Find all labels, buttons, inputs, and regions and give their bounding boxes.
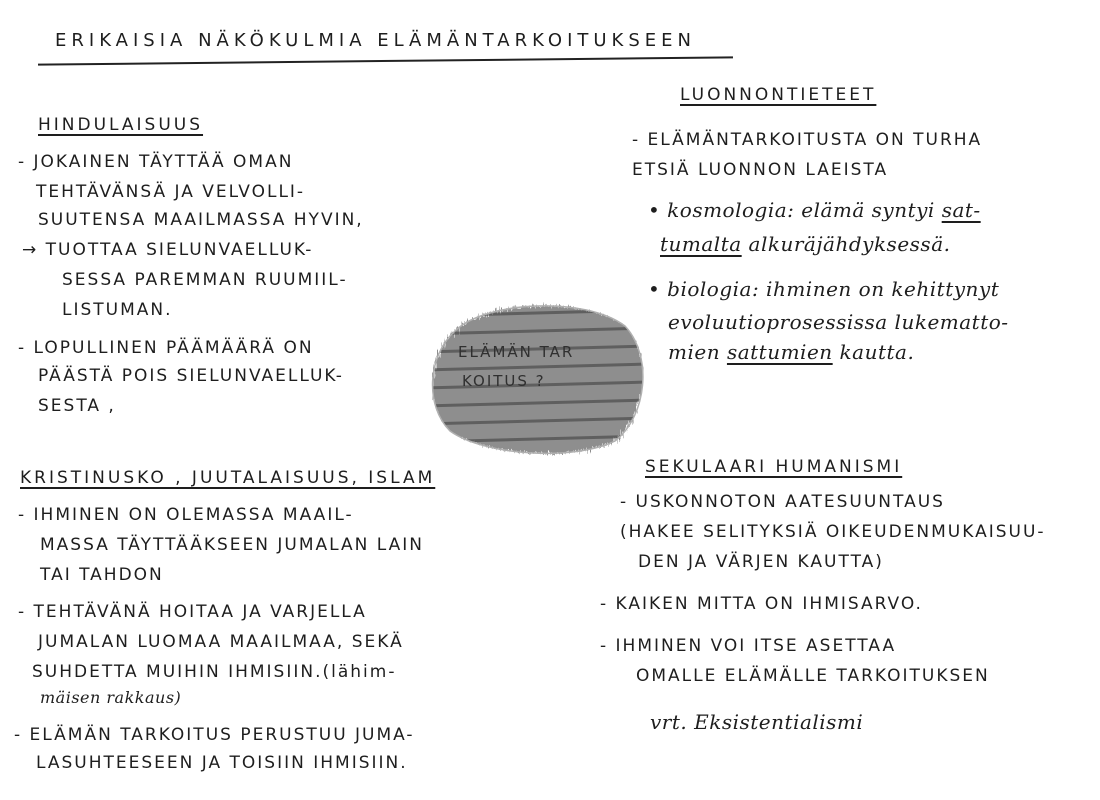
abrahamic-heading: KRISTINUSKO , JUUTALAISUUS, ISLAM [20, 468, 436, 488]
abrahamic-line: SUHDETTA MUIHIN IHMISIIN.(lähim- [32, 662, 397, 682]
hinduism-line: → TUOTTAA SIELUNVAELLUK- [22, 240, 314, 260]
hinduism-line: TEHTÄVÄNSÄ JA VELVOLLI- [36, 182, 306, 202]
abrahamic-line: - ELÄMÄN TARKOITUS PERUSTUU JUMA- [14, 725, 415, 745]
hinduism-line: PÄÄSTÄ POIS SIELUNVAELLUK- [38, 366, 344, 386]
cosmology-bullet-cont: tumalta alkuräjähdyksessä. [660, 232, 951, 256]
abrahamic-line: LASUHTEESEEN JA TOISIIN IHMISIIN. [36, 753, 408, 773]
hinduism-line: LISTUMAN. [62, 300, 173, 320]
center-label-line2: KOITUS ? [462, 372, 546, 390]
secular-humanism-line: OMALLE ELÄMÄLLE TARKOITUKSEN [636, 666, 990, 686]
page-title: ERIKAISIA NÄKÖKULMIA ELÄMÄNTARKOITUKSEEN [55, 30, 696, 51]
abrahamic-line: mäisen rakkaus) [40, 688, 182, 707]
abrahamic-line: TAI TAHDON [40, 565, 164, 585]
secular-humanism-line: DEN JA VÄRJEN KAUTTA) [638, 552, 884, 572]
natural-sciences-line: ETSIÄ LUONNON LAEISTA [632, 160, 889, 180]
hinduism-line: - JOKAINEN TÄYTTÄÄ OMAN [18, 152, 294, 172]
hinduism-line: - LOPULLINEN PÄÄMÄÄRÄ ON [18, 338, 314, 358]
secular-humanism-line: - KAIKEN MITTA ON IHMISARVO. [600, 594, 923, 614]
secular-humanism-heading: SEKULAARI HUMANISMI [645, 457, 903, 477]
hinduism-line: SESSA PAREMMAN RUUMIIL- [62, 270, 348, 290]
secular-humanism-line: (HAKEE SELITYKSIÄ OIKEUDENMUKAISUU- [620, 522, 1046, 542]
bullet-dot: • [648, 277, 668, 301]
biology-bullet-cont: mien sattumien kautta. [668, 340, 915, 364]
hinduism-line: SESTA , [38, 396, 116, 416]
title-underline [38, 56, 733, 65]
secular-humanism-line: - USKONNOTON AATESUUNTAUS [620, 492, 945, 512]
hinduism-line: SUUTENSA MAAILMASSA HYVIN, [38, 210, 364, 230]
abrahamic-line: - TEHTÄVÄNÄ HOITAA JA VARJELLA [18, 602, 367, 622]
center-label-line1: ELÄMÄN TAR [458, 343, 575, 361]
bullet-dot: • [648, 198, 668, 222]
natural-sciences-heading: LUONNONTIETEET [680, 85, 877, 105]
biology-bullet-cont: evoluutioprosessissa lukematto- [668, 310, 1009, 334]
abrahamic-line: - IHMINEN ON OLEMASSA MAAIL- [18, 505, 354, 525]
compare-note: vrt. Eksistentialismi [650, 710, 864, 734]
biology-bullet: • biologia: ihminen on kehittynyt [648, 277, 1000, 301]
secular-humanism-line: - IHMINEN VOI ITSE ASETTAA [600, 636, 897, 656]
natural-sciences-line: - ELÄMÄNTARKOITUSTA ON TURHA [632, 130, 983, 150]
abrahamic-line: JUMALAN LUOMAA MAAILMAA, SEKÄ [38, 632, 404, 652]
hinduism-heading: HINDULAISUUS [38, 115, 204, 135]
abrahamic-line: MASSA TÄYTTÄÄKSEEN JUMALAN LAIN [40, 535, 424, 555]
cosmology-bullet: • kosmologia: elämä syntyi sat- [648, 198, 981, 222]
